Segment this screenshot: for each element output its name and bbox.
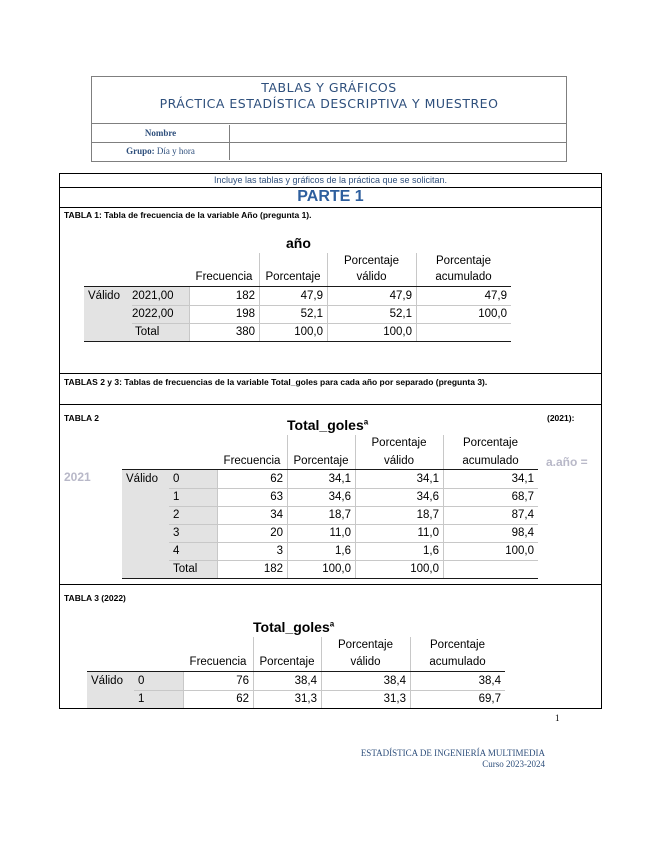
cell-pct: 100,0: [294, 326, 323, 338]
tabla2-footnote-marker: a: [363, 417, 369, 427]
row-label: 3: [173, 527, 180, 539]
row-label: 0: [173, 473, 180, 485]
row-label: 2022,00: [132, 308, 174, 320]
cell-valid: 18,7: [416, 509, 439, 521]
col-header: Frecuencia: [223, 455, 281, 467]
row-group-label: Válido: [126, 473, 158, 485]
row-label: 2: [173, 509, 180, 521]
cell-cum: 34,1: [511, 473, 534, 485]
cell-freq: 20: [270, 527, 283, 539]
cell-freq: 62: [270, 473, 283, 485]
grupo-label-rest: Día y hora: [154, 146, 195, 156]
header-box: [91, 76, 567, 162]
tabla2-label: TABLA 2: [64, 413, 99, 423]
tabla3-label: TABLA 3 (2022): [64, 593, 126, 603]
content-frame: [59, 173, 602, 709]
cell-pct: 34,6: [328, 491, 351, 503]
cell-valid: 52,1: [389, 308, 412, 320]
title-line-2: PRÁCTICA ESTADÍSTICA DESCRIPTIVA Y MUESTREO: [159, 96, 499, 111]
nombre-label: Nombre: [92, 125, 230, 142]
cell-valid: 31,3: [383, 693, 406, 705]
cell-freq: 3: [276, 545, 283, 557]
cell-valid: 100,0: [410, 563, 439, 575]
cell-valid: 100,0: [383, 326, 412, 338]
cell-valid: 47,9: [389, 290, 412, 302]
year-note: 2021: [64, 470, 91, 484]
divider: [60, 373, 601, 374]
cell-cum: 68,7: [511, 491, 534, 503]
cell-valid: 38,4: [383, 675, 406, 687]
cell-pct: 52,1: [300, 308, 323, 320]
col-header: Porcentaje: [265, 271, 321, 283]
col-header: acumulado: [462, 455, 519, 467]
cell-cum: 100,0: [478, 308, 507, 320]
cell-valid: 11,0: [417, 527, 439, 539]
row-group-label: Válido: [91, 675, 123, 687]
row-label: 1: [173, 491, 180, 503]
footer-line-2: Curso 2023-2024: [482, 759, 545, 769]
cell-cum: 69,7: [478, 693, 501, 705]
document-title: [92, 77, 566, 124]
divider: [60, 207, 601, 208]
row-label: 0: [138, 675, 145, 687]
col-header: Porcentaje: [344, 255, 399, 267]
tabla23-caption: TABLAS 2 y 3: Tablas de frecuencias de la variable Total_goles para cada año por separado (pregunta 3).: [64, 377, 488, 387]
cell-freq: 34: [270, 509, 283, 521]
col-header: Porcentaje: [293, 455, 349, 467]
cell-valid: 34,1: [416, 473, 439, 485]
col-header: Porcentaje: [436, 255, 491, 267]
col-header: válido: [383, 455, 415, 467]
row-label: Total: [135, 326, 160, 338]
footer-line-1: ESTADÍSTICA DE INGENIERÍA MULTIMEDIA: [360, 748, 545, 758]
col-header: acumulado: [429, 656, 486, 668]
row-label: 4: [173, 545, 180, 557]
cell-cum: 100,0: [505, 545, 534, 557]
title-line-1: TABLAS Y GRÁFICOS: [261, 80, 397, 95]
grupo-label-bold: Grupo:: [126, 146, 155, 156]
col-header: Porcentaje: [259, 656, 315, 668]
row-group-label: Válido: [88, 290, 120, 302]
tabla2-title-text: Total_goles: [287, 417, 364, 433]
cell-cum: 38,4: [478, 675, 501, 687]
cell-pct: 31,3: [294, 693, 317, 705]
cell-freq: 380: [235, 326, 255, 338]
grupo-label: [92, 143, 230, 160]
cell-pct: 18,7: [328, 509, 351, 521]
cell-pct: 34,1: [328, 473, 351, 485]
nombre-row: [92, 125, 566, 143]
tabla2-right-label: (2021):: [547, 413, 575, 423]
cell-pct: 38,4: [294, 675, 317, 687]
page-number: 1: [555, 713, 560, 723]
tabla3-footnote-marker: a: [329, 619, 335, 629]
col-header: acumulado: [435, 271, 492, 283]
footnote-note: a.año =: [546, 455, 588, 469]
cell-freq: 198: [235, 308, 255, 320]
row-label: Total: [173, 563, 198, 575]
cell-freq: 63: [270, 491, 283, 503]
cell-cum: 98,4: [511, 527, 534, 539]
col-header: Porcentaje: [463, 437, 518, 449]
tabla2-title: [287, 417, 368, 433]
cell-pct: 11,0: [329, 527, 351, 539]
cell-pct: 47,9: [300, 290, 323, 302]
col-header: Frecuencia: [195, 271, 253, 283]
cell-pct: 1,6: [335, 545, 351, 557]
cell-cum: 87,4: [511, 509, 534, 521]
col-header: Porcentaje: [338, 639, 393, 651]
cell-valid: 1,6: [423, 545, 439, 557]
cell-freq: 76: [236, 675, 249, 687]
divider: [60, 404, 601, 405]
tabla3-title: [253, 619, 334, 635]
divider: [60, 584, 601, 585]
cell-freq: 182: [235, 290, 255, 302]
intro-text: Incluye las tablas y gráficos de la práctica que se solicitan.: [213, 175, 448, 185]
cell-cum: 47,9: [484, 290, 507, 302]
tabla1-title: año: [286, 235, 311, 251]
cell-valid: 34,6: [416, 491, 439, 503]
tabla1-caption: TABLA 1: Tabla de frecuencia de la variable Año (pregunta 1).: [64, 210, 312, 220]
grupo-row: [92, 143, 566, 160]
tabla3-title-text: Total_goles: [253, 619, 330, 635]
col-header: Porcentaje: [371, 437, 427, 449]
frame-bottom: [59, 708, 602, 709]
row-label: 2021,00: [132, 290, 174, 302]
part-title: PARTE 1: [297, 188, 364, 205]
col-header: válido: [350, 656, 381, 668]
row-label: 1: [138, 693, 145, 705]
cell-pct: 100,0: [322, 563, 351, 575]
col-header: Porcentaje: [430, 639, 485, 651]
col-header: Frecuencia: [189, 656, 247, 668]
cell-freq: 62: [236, 693, 249, 705]
col-header: válido: [356, 271, 387, 283]
cell-freq: 182: [263, 563, 283, 575]
